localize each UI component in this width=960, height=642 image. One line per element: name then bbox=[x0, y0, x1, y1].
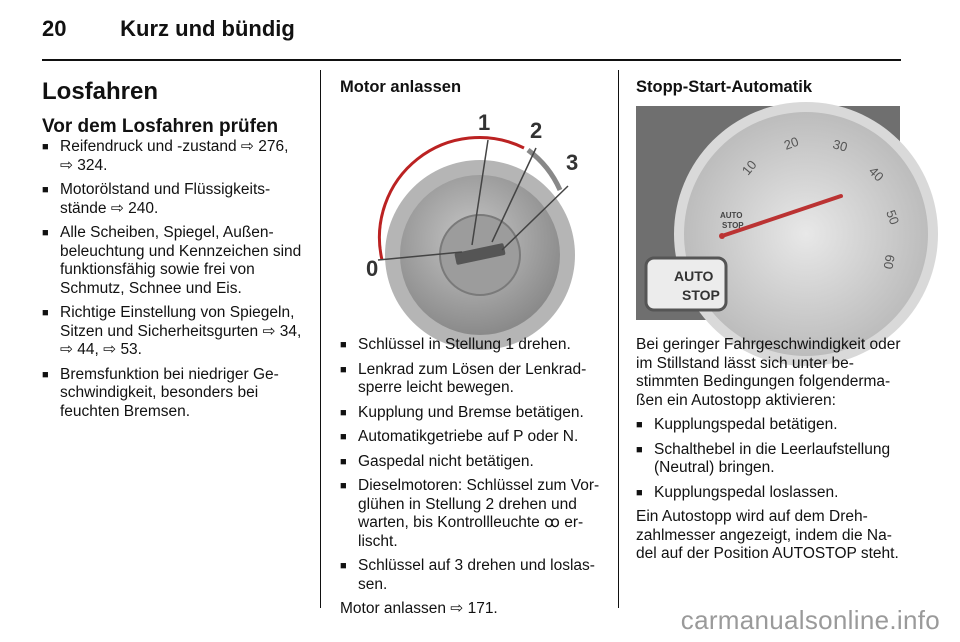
position-label-3: 3 bbox=[566, 150, 579, 175]
tick-label: 40 bbox=[865, 163, 887, 185]
position-label-2: 2 bbox=[530, 118, 543, 143]
callout-auto-label: AUTO bbox=[674, 268, 714, 284]
watermark: carmanualsonline.info bbox=[680, 605, 940, 635]
column-losfahren bbox=[42, 70, 304, 427]
tick-label: 30 bbox=[831, 136, 850, 155]
header-rule bbox=[42, 59, 901, 61]
section-heading: Stopp-Start-Automatik bbox=[636, 78, 812, 96]
callout-stop-label: STOP bbox=[682, 287, 720, 303]
ignition-figure bbox=[340, 110, 606, 322]
position-label-0: 0 bbox=[366, 256, 379, 281]
list-item: ■ Reifendruck und -zustand ⇨ 276, ⇨ 324. bbox=[42, 138, 304, 175]
list-item: ■ Motorölstand und Flüssigkeitsstände ⇨ 240. bbox=[42, 181, 304, 218]
tick-label: 20 bbox=[781, 133, 801, 153]
column-motor-anlassen bbox=[340, 70, 606, 623]
autostop-mark-auto: AUTO bbox=[720, 211, 743, 220]
column-divider bbox=[618, 70, 619, 608]
tachometer-illustration bbox=[636, 106, 903, 320]
autostop-steps bbox=[636, 416, 904, 502]
section-heading: Losfahren bbox=[42, 78, 159, 105]
list-item: ■ Schlüssel auf 3 drehen und loslassen. bbox=[340, 557, 606, 594]
checklist bbox=[42, 138, 304, 421]
ignition-lock-illustration bbox=[340, 110, 604, 322]
list-item: ■ Richtige Einstellung von Spiegeln, Sitzen und Sicherheitsgurten ⇨ 34, ⇨ 44, ⇨ 53. bbox=[42, 304, 304, 360]
list-item: ■ Alle Scheiben, Spiegel, Außenbeleuchtung und Kennzeichen sind funktionsfähig sowie frei von Schmutz, Schnee und Eis. bbox=[42, 224, 304, 298]
list-item: ■ Dieselmotoren: Schlüssel zum Vorglühen in Stellung 2 drehen und warten, bis Kontrollleuchte ꝏ erlischt. bbox=[340, 477, 606, 551]
outro-paragraph: Ein Autostopp wird auf dem Drehzahlmesser angezeigt, indem die Nadel auf der Position AUTOSTOP steht. bbox=[636, 508, 899, 562]
column-divider bbox=[320, 70, 321, 608]
column-stopp-start bbox=[636, 70, 904, 568]
chapter-title: Kurz und bündig bbox=[120, 16, 295, 41]
list-item: ■ Kupplungspedal loslassen. bbox=[636, 484, 904, 503]
list-item: ■ Schalthebel in die Leerlaufstellung (Neutral) bringen. bbox=[636, 441, 904, 478]
list-item: ■ Lenkrad zum Lösen der Lenkradsperre leicht bewegen. bbox=[340, 361, 606, 398]
list-item: ■ Kupplungspedal betätigen. bbox=[636, 416, 904, 435]
autostop-mark-stop: STOP bbox=[722, 221, 744, 230]
tick-label: 10 bbox=[738, 157, 760, 178]
list-item: ■ Bremsfunktion bei niedriger Geschwindigkeit, besonders bei feuchten Bremsen. bbox=[42, 366, 304, 422]
position-label-1: 1 bbox=[478, 110, 491, 135]
page-header bbox=[42, 16, 295, 42]
subsection-heading: Vor dem Losfahren prüfen bbox=[42, 116, 279, 137]
procedure-list bbox=[340, 336, 606, 594]
list-item: ■ Schlüssel in Stellung 1 drehen. bbox=[340, 336, 606, 355]
list-item: ■ Automatikgetriebe auf P oder N. bbox=[340, 428, 606, 447]
tick-label: 50 bbox=[883, 207, 903, 227]
tick-label: 60 bbox=[880, 253, 898, 271]
section-heading: Motor anlassen bbox=[340, 78, 462, 96]
page-number: 20 bbox=[42, 16, 67, 41]
intro-paragraph: Bei geringer Fahrgeschwindigkeit oder im Stillstand lässt sich unter bestimmten Bedingungen folgendermaßen ein Autostopp aktivieren: bbox=[636, 336, 901, 409]
needle-tip bbox=[719, 233, 725, 239]
list-item: ■ Kupplung und Bremse betätigen. bbox=[340, 404, 606, 423]
tachometer-figure bbox=[636, 106, 904, 320]
cross-reference: Motor anlassen ⇨ 171. bbox=[340, 600, 498, 617]
list-item: ■ Gaspedal nicht betätigen. bbox=[340, 453, 606, 472]
